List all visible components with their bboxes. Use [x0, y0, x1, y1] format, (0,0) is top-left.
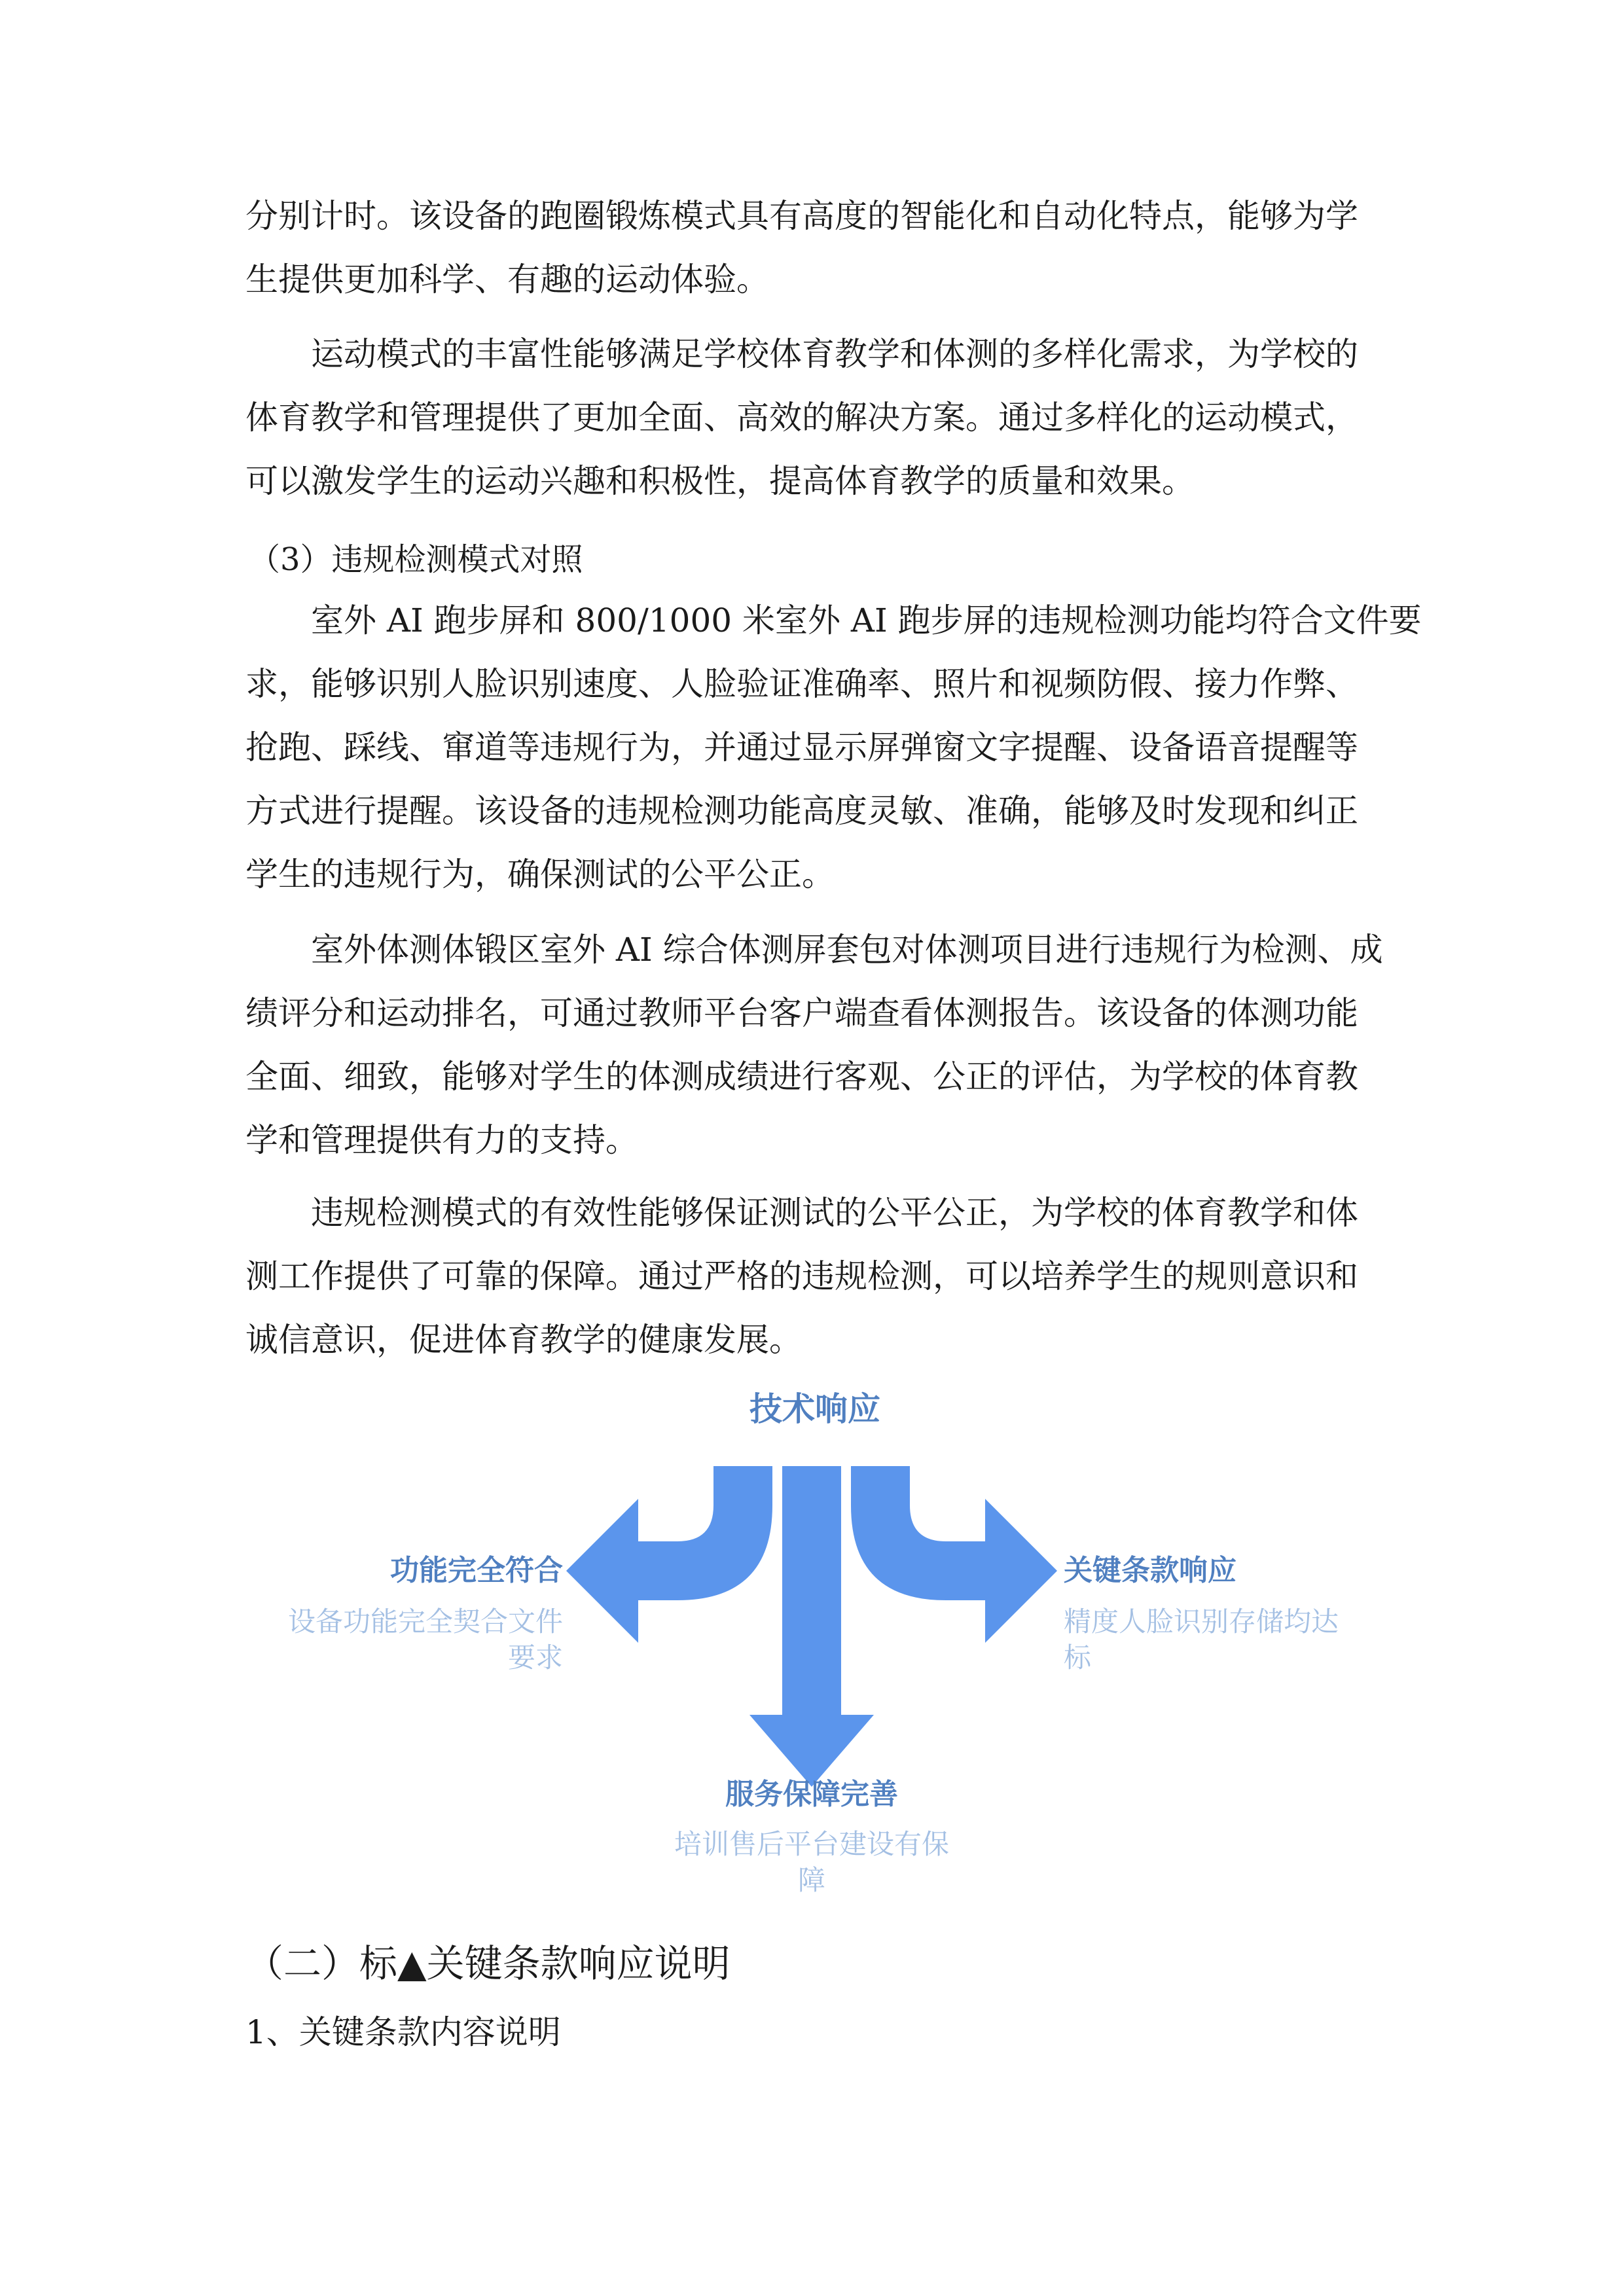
text-line: 全面、细致，能够对学生的体测成绩进行客观、公正的评估，为学校的体育教 — [245, 1058, 1358, 1096]
text-line: 诚信意识，促进体育教学的健康发展。 — [245, 1321, 802, 1359]
diagram-title: 技术响应 — [749, 1390, 880, 1428]
text-line: 学生的违规行为，确保测试的公平公正。 — [245, 855, 835, 893]
subheading-violation-detection: （3）违规检测模式对照 — [249, 541, 583, 578]
right-desc-line: 标 — [1064, 1641, 1092, 1674]
text-line: 可以激发学生的运动兴趣和积极性，提高体育教学的质量和效果。 — [245, 462, 1195, 500]
right-curved-arrow — [851, 1466, 1057, 1643]
text-line: 分别计时。该设备的跑圈锻炼模式具有高度的智能化和自动化特点，能够为学 — [245, 197, 1358, 235]
bottom-desc-line: 培训售后平台建设有保 — [674, 1828, 949, 1860]
left-curved-arrow — [566, 1466, 772, 1643]
text-line: 绩评分和运动排名，可通过教师平台客户端查看体测报告。该设备的体测功能 — [245, 994, 1358, 1032]
text-line: 学和管理提供有力的支持。 — [245, 1121, 638, 1159]
text-line: 运动模式的丰富性能够满足学校体育教学和体测的多样化需求，为学校的 — [311, 335, 1358, 373]
paragraph-violation-detection — [245, 589, 1422, 906]
paragraph-running-mode-end — [245, 185, 1384, 312]
left-desc-line: 设备功能完全契合文件 — [287, 1605, 563, 1638]
paragraph-outdoor-test-screen — [245, 918, 1384, 1172]
diagram-right-block — [1064, 1551, 1384, 1676]
left-desc-line: 要求 — [507, 1641, 563, 1674]
text-line: 生提供更加科学、有趣的运动体验。 — [245, 260, 769, 298]
right-heading: 关键条款响应 — [1064, 1554, 1236, 1587]
subsection-title: 1、关键条款内容说明 — [245, 2013, 561, 2051]
tech-response-diagram — [245, 1374, 1384, 1924]
text-line: 方式进行提醒。该设备的违规检测功能高度灵敏、准确，能够及时发现和纠正 — [245, 792, 1358, 830]
text-line: 体育教学和管理提供了更加全面、高效的解决方案。通过多样化的运动模式， — [245, 399, 1358, 437]
text-line: 抢跑、踩线、窜道等违规行为，并通过显示屏弹窗文字提醒、设备语音提醒等 — [245, 728, 1358, 766]
diagram-bottom-block — [615, 1775, 1008, 1898]
text-line: 违规检测模式的有效性能够保证测试的公平公正，为学校的体育教学和体 — [311, 1194, 1358, 1232]
text-line: 室外 AI 跑步屏和 800/1000 米室外 AI 跑步屏的违规检测功能均符合文件要 — [311, 601, 1422, 639]
paragraph-sport-mode-richness — [245, 323, 1384, 513]
right-desc-line: 精度人脸识别存储均达 — [1064, 1605, 1339, 1638]
text-line: 室外体测体锻区室外 AI 综合体测屏套包对体测项目进行违规行为检测、成 — [311, 931, 1383, 969]
left-heading: 功能完全符合 — [390, 1554, 563, 1587]
bottom-desc-line: 障 — [797, 1864, 825, 1896]
paragraph-detection-effectiveness — [245, 1181, 1384, 1372]
diagram-left-block — [245, 1551, 563, 1676]
bottom-heading: 服务保障完善 — [725, 1778, 898, 1811]
section-title: （二）标▲关键条款响应说明 — [245, 1941, 731, 1986]
text-line: 测工作提供了可靠的保障。通过严格的违规检测，可以培养学生的规则意识和 — [245, 1257, 1358, 1295]
text-line: 求，能够识别人脸识别速度、人脸验证准确率、照片和视频防假、接力作弊、 — [245, 665, 1358, 703]
